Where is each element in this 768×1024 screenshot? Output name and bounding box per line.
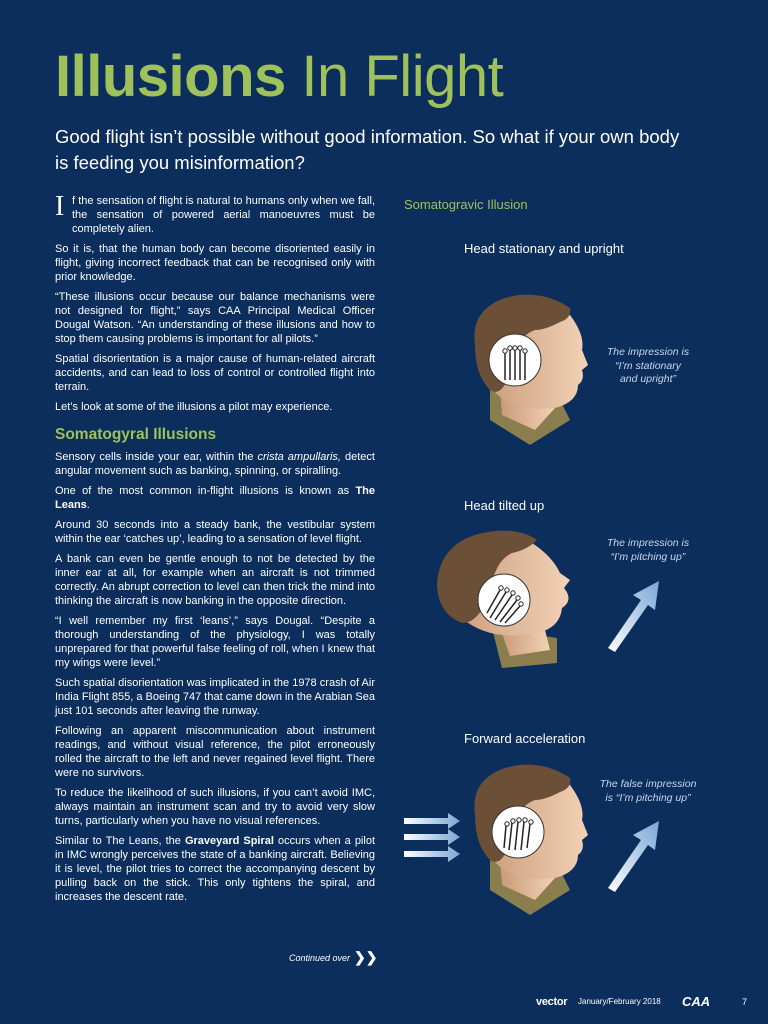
panel-3-label: Forward acceleration bbox=[464, 731, 586, 746]
page-title bbox=[55, 42, 503, 112]
head-forward-acceleration-illustration bbox=[460, 760, 600, 920]
section-paragraph-1 bbox=[55, 450, 375, 478]
panel-2-label: Head tilted up bbox=[464, 498, 545, 513]
illustration-heading: Somatogravic Illusion bbox=[404, 197, 528, 212]
paragraph-3: “These illusions occur because our balance mechanisms were not designed for flight,” says CAA Principal Medical Officer Dougal Watson. “An understanding of these illusions and how to stop them causing problems is important for all pilots.” bbox=[55, 291, 375, 345]
article-body bbox=[55, 191, 375, 910]
section-paragraph-9 bbox=[55, 834, 375, 904]
s2-pre: One of the most common in-flight illusions is known as bbox=[55, 485, 356, 497]
paragraph-4: Spatial disorientation is a major cause of human-related aircraft accidents, and can lead to loss of control or controlled flight into terrain. bbox=[55, 353, 375, 393]
caa-logo: CAA bbox=[682, 994, 711, 1009]
head-upright-illustration bbox=[460, 290, 600, 450]
section-paragraph-6: Such spatial disorientation was implicated in the 1978 crash of Air India Flight 855, a Boeing 747 that came down in the Arabian Sea just 101 seconds after leaving the runway. bbox=[55, 677, 375, 717]
s2-post: . bbox=[86, 499, 90, 511]
panel-3-impression-line-1: The false impression bbox=[599, 778, 697, 790]
section-heading-somatogyral: Somatogyral Illusions bbox=[55, 426, 217, 443]
pitch-up-arrow-icon bbox=[603, 578, 663, 654]
section-paragraph-7: Following an apparent miscommunication about instrument readings, and without visual reference, the pilot erroneously rolled the aircraft to the left and never regained level flight. There were no survivors. bbox=[55, 725, 375, 779]
paragraph-5: Let’s look at some of the illusions a pilot may experience. bbox=[55, 401, 333, 413]
panel-3-impression-line-2: is “I’m pitching up” bbox=[605, 791, 691, 804]
panel-2-impression bbox=[583, 537, 713, 564]
drop-cap: I bbox=[55, 191, 65, 222]
issue-date: January/February 2018 bbox=[578, 997, 661, 1006]
panel-1-impression-line-3: and upright” bbox=[619, 373, 677, 385]
s9-pre: Similar to The Leans, the bbox=[55, 835, 185, 847]
panel-3-impression bbox=[583, 778, 713, 805]
lead-paragraph bbox=[55, 191, 375, 236]
page-subtitle: Good flight isn’t possible without good information. So what if your own body is feeding you misinformation? bbox=[55, 126, 680, 173]
page-number: 7 bbox=[742, 997, 748, 1007]
lead-text: f the sensation of flight is natural to humans only when we fall, the sensation of powered aerial manoeuvres must be completely alien. bbox=[72, 195, 375, 235]
s9-bold: Graveyard Spiral bbox=[184, 835, 274, 847]
forward-acceleration-arrows-icon bbox=[400, 812, 462, 868]
s1-em: crista ampullaris, bbox=[257, 451, 341, 463]
panel-1-impression bbox=[583, 346, 713, 387]
panel-1-label: Head stationary and upright bbox=[464, 241, 624, 256]
continued-text: Continued over bbox=[289, 953, 351, 963]
section-paragraph-4: A bank can even be gentle enough to not be detected by the inner ear at all, for example when an aircraft is not trimmed correctly. An abrupt correction to level can then trick the mind into thinking the aircraft is now banking in the opposite direction. bbox=[55, 553, 375, 607]
vector-logo: vector bbox=[536, 996, 568, 1008]
title-bold: Illusions bbox=[55, 44, 286, 109]
s9-post: occurs when a pilot in IMC wrongly perceives the state of a banking aircraft. Believing it is level, the pilot tries to correct the accompanying descent by pulling back on the stick. This only tightens the spiral, and increases the descent rate. bbox=[55, 835, 375, 903]
s1-post: detect angular movement such as banking, spinning, or spiralling. bbox=[55, 451, 375, 477]
section-paragraph-2 bbox=[55, 484, 375, 512]
panel-1-impression-line-1: The impression is bbox=[606, 346, 690, 358]
section-paragraph-8: To reduce the likelihood of such illusions, if you can’t avoid IMC, always maintain an instrument scan and try to avoid very slow turns, particularly when you have no visual references. bbox=[55, 787, 375, 827]
s1-pre: Sensory cells inside your ear, within the bbox=[55, 451, 258, 463]
false-pitch-up-arrow-icon bbox=[603, 818, 663, 894]
panel-2-impression-line-2: “I’m pitching up” bbox=[610, 550, 686, 563]
section-paragraph-5: “I well remember my first ‘leans’,” says Dougal. “Despite a thorough understanding of the physiology, I was totally unprepared for that powerful false feeling of roll, when I knew that my wings were level.” bbox=[55, 615, 375, 669]
panel-2-impression-line-1: The impression is bbox=[606, 537, 690, 549]
title-light: In Flight bbox=[301, 44, 504, 109]
panel-1-impression-line-2: “I’m stationary bbox=[615, 359, 681, 372]
paragraph-2: So it is, that the human body can become disoriented easily in flight, giving incorrect feedback that can be recognised only with prior knowledge. bbox=[55, 243, 375, 283]
continued-over-link[interactable] bbox=[289, 949, 378, 966]
head-tilted-up-illustration bbox=[432, 528, 582, 670]
section-paragraph-3: Around 30 seconds into a steady bank, the vestibular system within the ear ‘catches up’, leading to a sensation of level flight. bbox=[55, 519, 375, 545]
double-chevron-right-icon: ❯❯ bbox=[354, 949, 378, 965]
s2-bold: The Leans bbox=[55, 485, 375, 511]
